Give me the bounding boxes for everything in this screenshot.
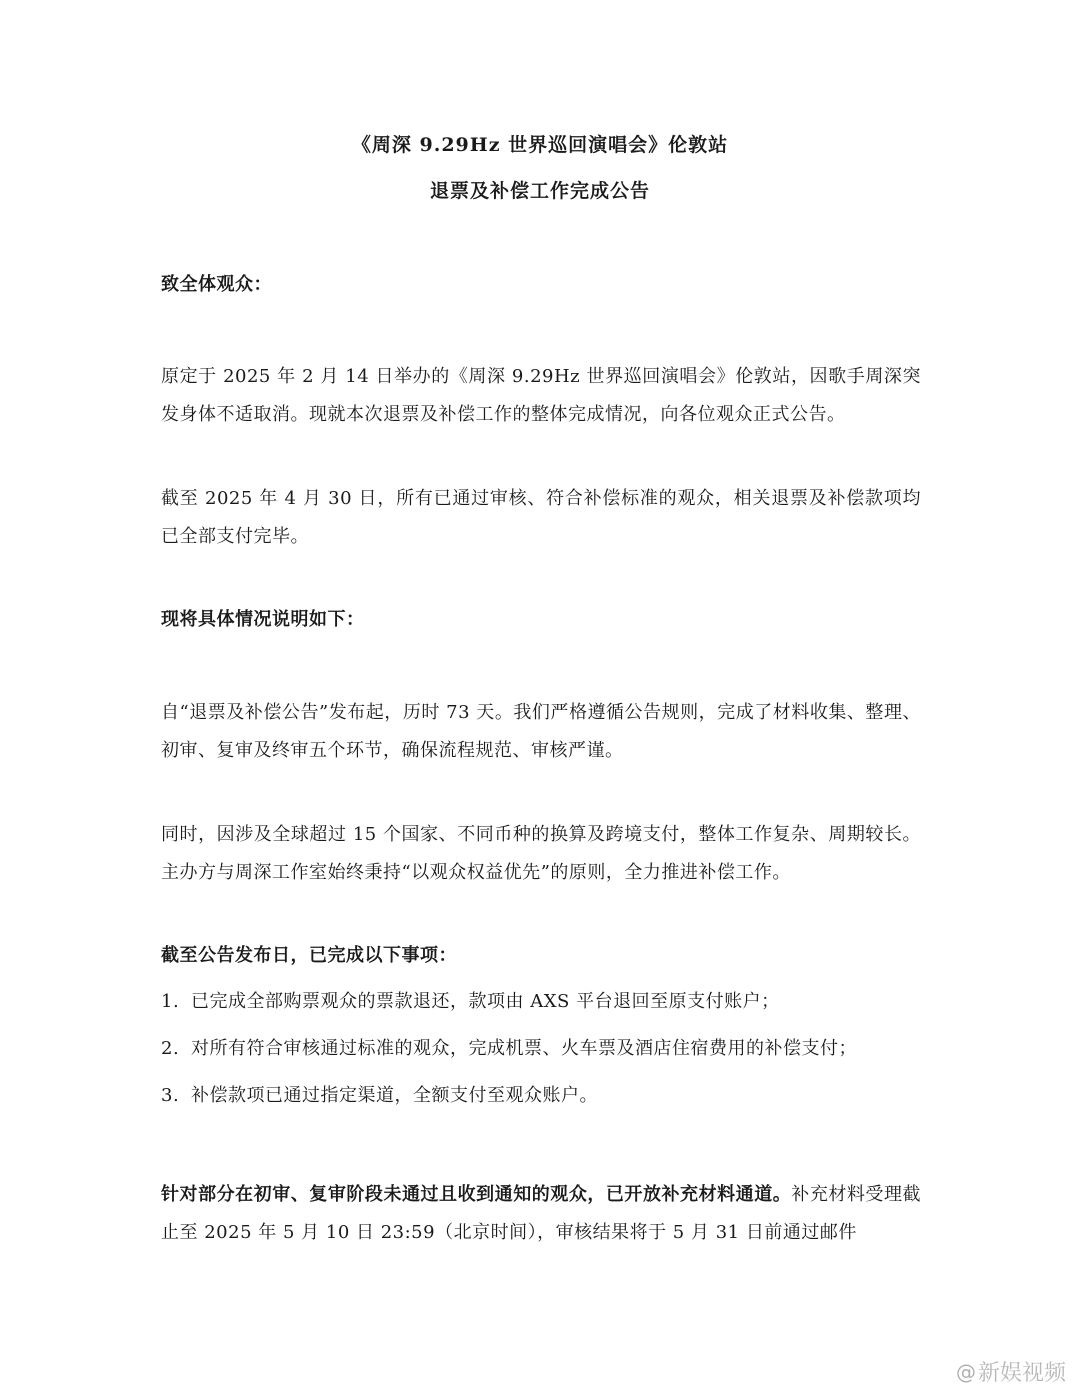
list-item-text: 已完成全部购票观众的票款退还，款项由 AXS 平台退回至原支付账户； — [191, 991, 780, 1012]
completed-items-list — [161, 983, 921, 1124]
document-subtitle: 退票及补偿工作完成公告 — [429, 180, 650, 202]
section-heading-completed: 截至公告发布日，已完成以下事项： — [161, 945, 457, 966]
list-item — [161, 1077, 921, 1124]
paragraph-complexity: 同时，因涉及全球超过 15 个国家、不同币种的换算及跨境支付，整体工作复杂、周期较长。主办方与周深工作室始终秉持“以观众权益优先”的原则，全力推进补偿工作。 — [161, 824, 921, 883]
salutation: 致全体观众： — [161, 274, 272, 295]
list-item — [161, 1030, 921, 1077]
paragraph-payment-complete: 截至 2025 年 4 月 30 日，所有已通过审核、符合补偿标准的观众，相关退票及补偿款项均已全部支付完毕。 — [161, 488, 921, 547]
list-item — [161, 983, 921, 1030]
paragraph-supplementary — [161, 1176, 921, 1252]
list-item-number: 3. — [161, 1085, 180, 1106]
list-item-number: 2. — [161, 1038, 180, 1059]
paragraph-intro: 原定于 2025 年 2 月 14 日举办的《周深 9.29Hz 世界巡回演唱会》伦敦站，因歌手周深突发身体不适取消。现就本次退票及补偿工作的整体完成情况，向各位观众正式公告。 — [161, 366, 921, 425]
watermark-text: 新娱视频 — [977, 1361, 1066, 1386]
supplementary-text: 补充材料受理截止至 2025 年 5 月 10 日 23:59（北京时间），审核结果将于 5 月 31 日前通过邮件 — [161, 1184, 922, 1243]
watermark — [956, 1356, 1066, 1387]
section-heading-details: 现将具体情况说明如下： — [161, 609, 365, 630]
list-item-number: 1. — [161, 991, 180, 1012]
list-item-text: 对所有符合审核通过标准的观众，完成机票、火车票及酒店住宿费用的补偿支付； — [191, 1038, 857, 1059]
list-item-text: 补偿款项已通过指定渠道，全额支付至观众账户。 — [191, 1085, 598, 1106]
document-title: 《周深 9.29Hz 世界巡回演唱会》伦敦站 — [351, 134, 729, 156]
supplementary-bold-text: 针对部分在初审、复审阶段未通过且收到通知的观众，已开放补充材料通道。 — [161, 1184, 792, 1205]
weibo-at-icon: @ — [955, 1359, 976, 1384]
paragraph-process: 自“退票及补偿公告”发布起，历时 73 天。我们严格遵循公告规则，完成了材料收集、整理、初审、复审及终审五个环节，确保流程规范、审核严谨。 — [161, 702, 921, 761]
